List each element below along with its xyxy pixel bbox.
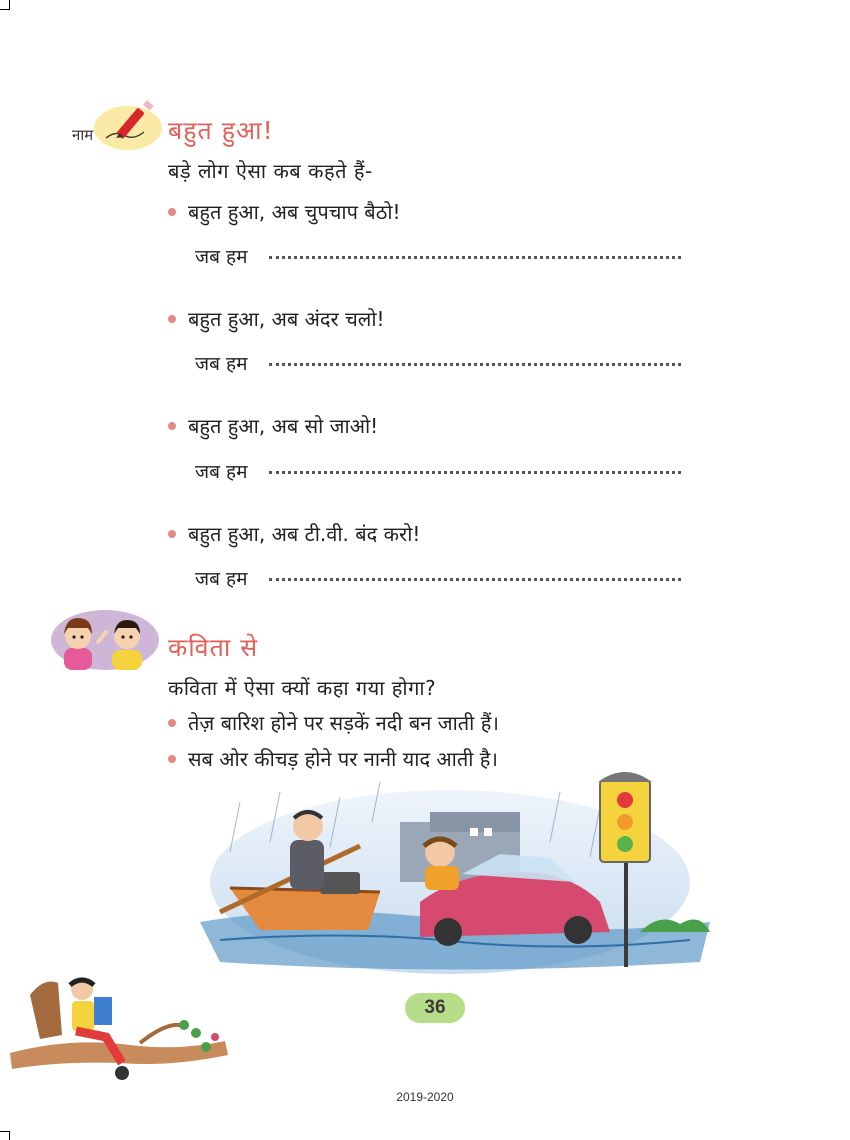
edition-year: 2019-2020 <box>396 1090 454 1104</box>
flooded-street-illustration <box>200 762 720 982</box>
list-item <box>168 412 378 439</box>
list-item <box>168 709 499 736</box>
crop-mark <box>0 9 9 10</box>
answer-label: जब हम <box>195 568 248 590</box>
list-item-text: तेज़ बारिश होने पर सड़कें नदी बन जाती हैं। <box>188 711 499 735</box>
bullet-icon <box>168 208 176 216</box>
answer-blank[interactable] <box>269 578 681 581</box>
list-item-text: बहुत हुआ, अब अंदर चलो! <box>188 307 385 331</box>
list-item-text: सब ओर कीचड़ होने पर नानी याद आती है। <box>188 747 498 771</box>
pencil-writing-icon <box>70 100 164 152</box>
list-item-text: बहुत हुआ, अब सो जाओ! <box>188 414 379 438</box>
page-number: 36 <box>424 997 446 1018</box>
section-title-kavita-se: कविता से <box>168 633 259 662</box>
crop-mark <box>9 1131 10 1140</box>
section-title-bahut-hua: बहुत हुआ! <box>168 116 274 145</box>
bullet-icon <box>168 422 176 430</box>
bullet-icon <box>168 530 176 538</box>
bullet-icon <box>168 755 176 763</box>
list-item <box>168 305 385 332</box>
answer-line <box>195 243 681 269</box>
answer-blank[interactable] <box>269 256 681 259</box>
answer-line <box>195 350 681 376</box>
icon-label: नाम <box>72 126 94 144</box>
list-item-text: बहुत हुआ, अब चुपचाप बैठो! <box>188 200 401 224</box>
answer-label: जब हम <box>195 353 248 375</box>
crop-mark <box>0 1131 9 1132</box>
list-item-text: बहुत हुआ, अब टी.वी. बंद करो! <box>188 522 421 546</box>
answer-line <box>195 565 681 591</box>
answer-line <box>195 458 681 484</box>
answer-label: जब हम <box>195 246 248 268</box>
section-intro-kavita-se: कविता में ऐसा क्यों कहा गया होगा? <box>168 676 437 700</box>
bullet-icon <box>168 315 176 323</box>
section-intro-bahut-hua: बड़े लोग ऐसा कब कहते हैं- <box>168 159 373 183</box>
answer-label: जब हम <box>195 461 248 483</box>
list-item <box>168 520 420 547</box>
children-talking-icon <box>50 608 160 670</box>
answer-blank[interactable] <box>269 363 681 366</box>
answer-blank[interactable] <box>269 471 681 474</box>
crop-mark <box>9 0 10 10</box>
child-reading-on-branch-illustration <box>10 975 245 1090</box>
list-item <box>168 198 401 225</box>
page-number-badge <box>405 993 465 1023</box>
bullet-icon <box>168 719 176 727</box>
